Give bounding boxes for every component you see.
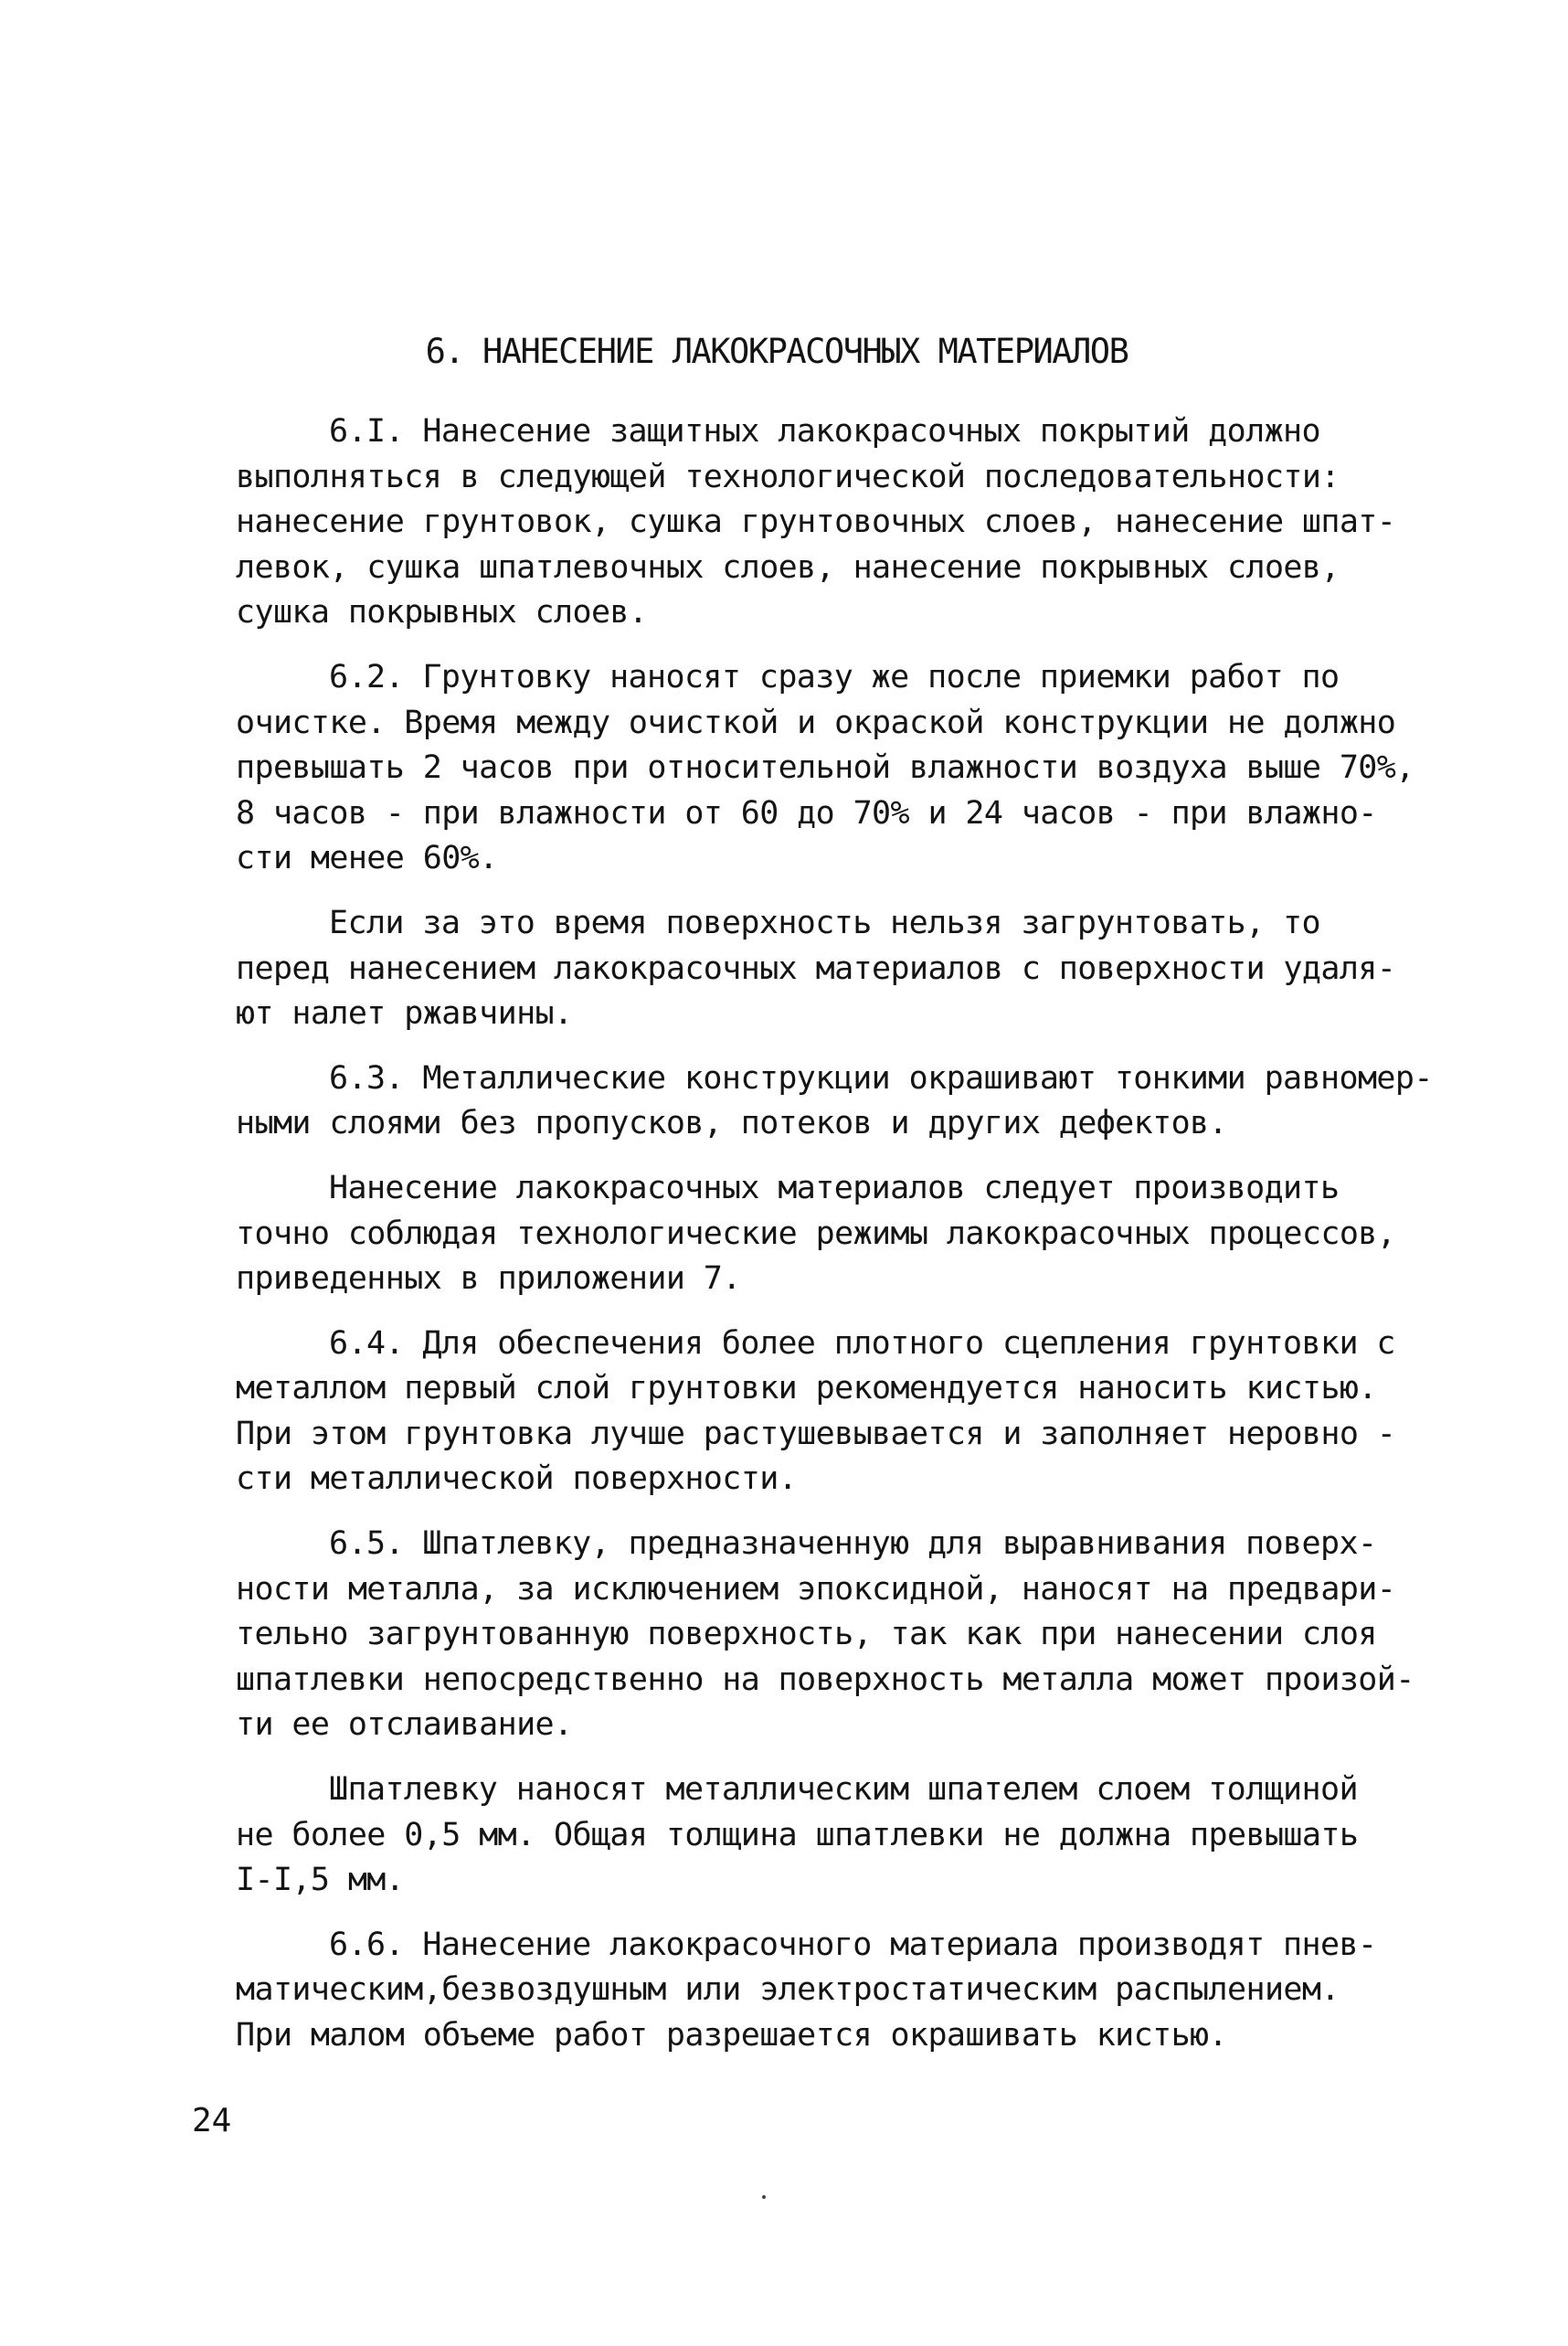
text-line: Шпатлевку наносят металлическим шпателем слоем толщиной [329,1771,1358,1809]
text-line: Если за это время поверхность нельзя загрунтовать, то [329,904,1321,941]
page-number: 24 [192,2102,232,2139]
text-line: 6.4. Для обеспечения более плотного сцепления грунтовки с [329,1324,1395,1362]
scan-speck [762,2195,766,2199]
text-line: ности металла, за исключением эпоксидной, наносят на предвари- [236,1570,1396,1608]
paragraph-6-5 [236,1522,1442,1748]
text-line: ными слоями без пропусков, потеков и других дефектов. [236,1105,1228,1142]
text-line: очистке. Время между очисткой и окраской конструкции не должно [236,704,1396,741]
text-line: При этом грунтовка лучше растушевывается и заполняет неровно - [236,1415,1396,1452]
text-line: левок, сушка шпатлевочных слоев, нанесение покрывных слоев, [236,548,1340,586]
text-line: приведенных в приложении 7. [236,1260,741,1298]
text-line: Нанесение лакокрасочных материалов следует производить [329,1169,1340,1206]
document-body [236,409,1442,2078]
text-line: металлом первый слой грунтовки рекомендуется наносить кистью. [236,1370,1377,1407]
paragraph-6-5-continued [236,1767,1442,1904]
text-line: сушка покрывных слоев. [236,594,648,632]
text-line: превышать 2 часов при относительной влажности воздуха выше 70%, [236,749,1414,787]
section-title: 6. НАНЕСЕНИЕ ЛАКОКРАСОЧНЫХ МАТЕРИАЛОВ [425,332,1128,371]
text-line: тельно загрунтованную поверхность, так как при нанесении слоя [236,1616,1377,1653]
paragraph-6-2-continued [236,901,1442,1037]
text-line: 6.6. Нанесение лакокрасочного материала производят пнев- [329,1926,1377,1963]
text-line: При малом объеме работ разрешается окрашивать кистью. [236,2017,1228,2054]
text-line: 8 часов - при влажности от 60 до 70% и 24 часов - при влажно- [236,794,1377,832]
text-line: сти металлической поверхности. [236,1460,798,1498]
paragraph-6-3-continued [236,1166,1442,1302]
text-line: выполняться в следующей технологической последовательности: [236,458,1340,495]
paragraph-6-2 [236,655,1442,882]
text-line: перед нанесением лакокрасочных материалов с поверхности удаля- [236,950,1396,987]
paragraph-6-1 [236,409,1442,636]
text-line: точно соблюдая технологические режимы лакокрасочных процессов, [236,1215,1396,1252]
text-line: 6.I. Нанесение защитных лакокрасочных покрытий должно [329,413,1321,450]
paragraph-6-6 [236,1923,1442,2059]
text-line: ют налет ржавчины. [236,995,573,1033]
text-line: ти ее отслаивание. [236,1706,573,1744]
text-line: не более 0,5 мм. Общая толщина шпатлевки не должна превышать [236,1816,1359,1853]
text-line: сти менее 60%. [236,840,498,877]
text-line: матическим,безвоздушным или электростатическим распылением. [236,1971,1340,2009]
text-line: I-I,5 мм. [236,1862,405,1899]
paragraph-6-4 [236,1322,1442,1502]
text-line: 6.2. Грунтовку наносят сразу же после приемки работ по [329,658,1340,695]
text-line: 6.5. Шпатлевку, предназначенную для выравнивания поверх- [329,1525,1377,1563]
text-line: нанесение грунтовок, сушка грунтовочных слоев, нанесение шпат- [236,504,1396,541]
text-line: 6.3. Металлические конструкции окрашивают тонкими равномер- [329,1059,1433,1097]
text-line: шпатлевки непосредственно на поверхность металла может произой- [236,1661,1414,1698]
paragraph-6-3 [236,1056,1442,1147]
